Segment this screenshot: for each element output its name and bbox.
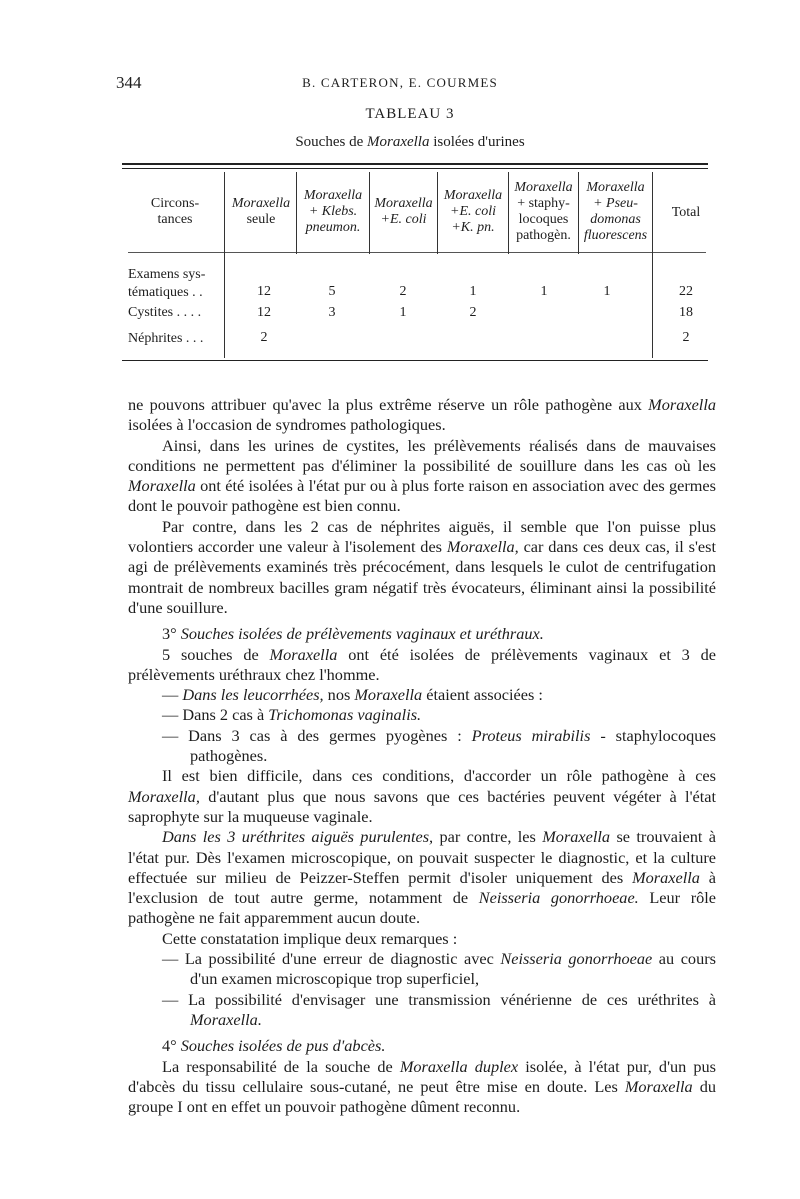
section-heading-3: 3° Souches isolées de prélèvements vaginaux et uréthraux. xyxy=(162,624,544,644)
table-cell: 3 xyxy=(328,305,336,320)
col-separator xyxy=(296,172,297,254)
col-header-klebs: Moraxella + Klebs. pneumon. xyxy=(303,188,363,235)
col-header-pseudomonas: Moraxella + Pseu- domonas fluorescens xyxy=(583,180,648,243)
row-label-nephrites: Néphrites . . . xyxy=(128,331,204,346)
col-separator xyxy=(652,172,653,358)
col-header-circonstances: Circons- tances xyxy=(150,196,200,227)
list-item: — Dans 2 cas à Trichomonas vaginalis. xyxy=(162,705,422,725)
col-header-seule: Moraxella seule xyxy=(231,196,291,227)
table-cell: 1 xyxy=(540,284,548,299)
paragraph: Ainsi, dans les urines de cystites, les prélèvements réalisés dans de mauvaises conditions ne permettent pas d'éliminer la possibilité de souillure dans les cas où les Moraxella ont été isolées à l'état pur ou à plus forte raison en association avec des germes dont le pouvoir pathogène est bien connu. xyxy=(128,435,716,516)
col-header-total: Total xyxy=(671,205,701,220)
paragraph: 5 souches de Moraxella ont été isolées de prélèvements vaginaux et 3 de prélèvements uréthraux chez l'homme. xyxy=(128,644,717,684)
table-subtitle: Souches de Moraxella isolées d'urines xyxy=(295,134,525,150)
table-cell: 2 xyxy=(260,330,268,345)
col-header-ecoli-kpn: Moraxella +E. coli +K. pn. xyxy=(443,188,503,235)
table-cell: 18 xyxy=(679,305,693,320)
list-item: — La possibilité d'une erreur de diagnostic avec Neisseria gonorrhoeae au cours d'un examen microscopique trop superficiel, xyxy=(162,949,716,989)
paragraph: Par contre, dans les 2 cas de néphrites aiguës, il semble que l'on puisse plus volontiers accorder une valeur à l'isolement des Moraxella, car dans ces deux cas, il s'est agi de prélèvements examinés très précocément, dans lesquels le culot de centrifugation montrait de nombreux bacilles gram négatif très évocateurs, éliminant ainsi la possibilité d'une souillure. xyxy=(128,516,716,617)
table-cell: 1 xyxy=(603,284,611,299)
table-cell: 1 xyxy=(399,305,407,320)
row-label-cystites: Cystites . . . . xyxy=(128,305,202,320)
table-header-rule xyxy=(128,252,706,253)
paragraph: Cette constatation implique deux remarques : xyxy=(162,928,458,948)
body-text xyxy=(128,395,716,1117)
paragraph: Il est bien difficile, dans ces conditions, d'accorder un rôle pathogène à ces Moraxella, d'autant plus que nous savons que ces bactéries peuvent végéter à l'état saprophyte sur la muqueuse vaginale. xyxy=(128,766,716,826)
list-item: — La possibilité d'envisager une transmission vénérienne de ces uréthrites à Moraxella. xyxy=(162,989,716,1029)
table-top-rule xyxy=(122,163,708,165)
col-header-ecoli: Moraxella +E. coli xyxy=(374,196,433,227)
running-head: B. CARTERON, E. COURMES xyxy=(302,75,498,90)
table-cell: 2 xyxy=(469,305,477,320)
table-cell: 2 xyxy=(399,284,407,299)
table-title: TABLEAU 3 xyxy=(365,106,455,122)
table-top-rule-2 xyxy=(122,168,708,169)
table-bottom-rule xyxy=(122,360,708,361)
section-heading-4: 4° Souches isolées de pus d'abcès. xyxy=(162,1036,386,1056)
paragraph: ne pouvons attribuer qu'avec la plus extrême réserve un rôle pathogène aux Moraxella isolées à l'occasion de syndromes pathologiques. xyxy=(128,395,716,435)
paragraph: Dans les 3 uréthrites aiguës purulentes, par contre, les Moraxella se trouvaient à l'état pur. Dès l'examen microscopique, on pouvait suspecter le diagnostic, et la culture effectuée sur milieu de Peizzer-Steffen permit d'isoler uniquement des Moraxella à l'exclusion de tout autre germe, notamment de Neisseria gonorrhoeae. Leur rôle pathogène ne fait apparemment aucun doute. xyxy=(128,827,717,928)
col-separator xyxy=(224,172,225,358)
table-cell: 2 xyxy=(682,330,690,345)
page-number: 344 xyxy=(116,73,142,92)
table-cell: 1 xyxy=(469,284,477,299)
col-header-staphylocoques: Moraxella + staphy- locoques pathogèn. xyxy=(514,180,573,243)
row-label-examens: Examens sys- tématiques . . xyxy=(128,267,206,300)
table-cell: 12 xyxy=(257,284,271,299)
table-cell: 22 xyxy=(679,284,693,299)
list-item: — Dans 3 cas à des germes pyogènes : Proteus mirabilis - staphylocoques pathogènes. xyxy=(162,725,717,766)
table-cell: 12 xyxy=(257,305,271,320)
table-cell: 5 xyxy=(328,284,336,299)
list-item: — Dans les leucorrhées, nos Moraxella étaient associées : xyxy=(162,685,543,705)
paragraph: La responsabilité de la souche de Moraxella duplex isolée, à l'état pur, d'un pus d'abcès du tissu cellulaire sous-cutané, ne peut être mise en doute. Les Moraxella du groupe I ont en effet un pouvoir pathogène dûment reconnu. xyxy=(128,1056,716,1117)
